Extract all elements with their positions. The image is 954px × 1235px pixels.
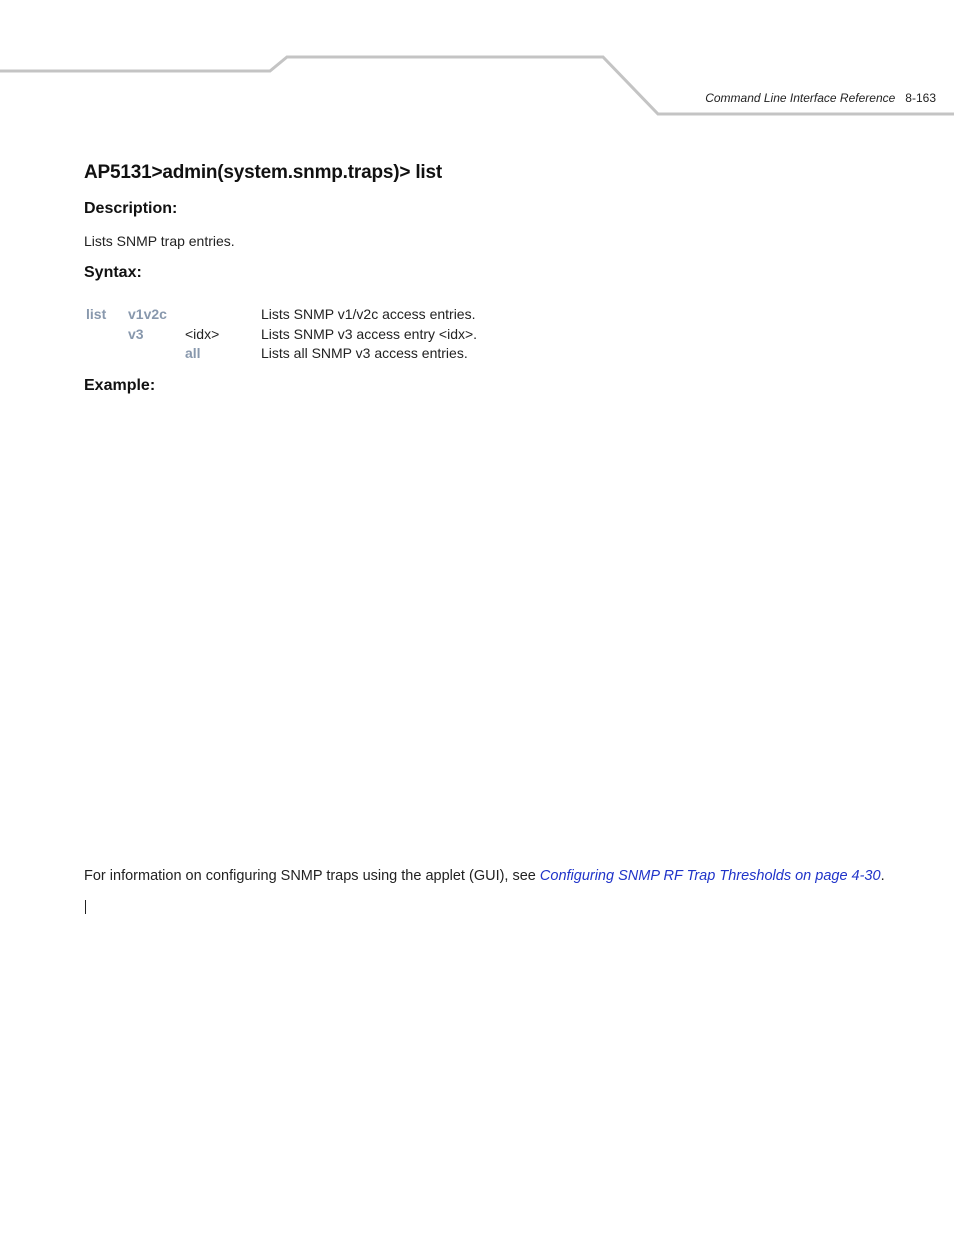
footer-note bbox=[84, 868, 885, 884]
footer-note-prefix: For information on configuring SNMP traps using the applet (GUI), see bbox=[84, 868, 540, 884]
syntax-table bbox=[86, 306, 477, 365]
syntax-command bbox=[86, 345, 128, 365]
running-head-title: Command Line Interface Reference bbox=[705, 91, 896, 105]
syntax-option: v3 bbox=[128, 325, 144, 342]
change-bar bbox=[85, 900, 86, 914]
command-title: AP5131>admin(system.snmp.traps)> list bbox=[84, 162, 442, 183]
syntax-description: Lists SNMP v1/v2c access entries. bbox=[261, 306, 476, 322]
syntax-option: v1v2c bbox=[128, 306, 167, 322]
syntax-command: list bbox=[86, 306, 107, 322]
footer-note-suffix: . bbox=[880, 868, 885, 884]
syntax-row bbox=[86, 326, 477, 346]
description-heading: Description: bbox=[84, 200, 178, 217]
syntax-option bbox=[128, 345, 185, 365]
syntax-description: Lists SNMP v3 access entry <idx>. bbox=[261, 325, 478, 342]
syntax-description: Lists all SNMP v3 access entries. bbox=[261, 345, 468, 361]
example-heading: Example: bbox=[84, 377, 156, 394]
syntax-heading: Syntax: bbox=[84, 264, 142, 281]
running-head bbox=[705, 91, 936, 105]
syntax-row bbox=[86, 306, 477, 326]
syntax-argument bbox=[185, 306, 261, 326]
description-text: Lists SNMP trap entries. bbox=[84, 233, 235, 249]
syntax-argument: all bbox=[185, 345, 201, 361]
syntax-command bbox=[86, 326, 128, 346]
syntax-argument: <idx> bbox=[185, 325, 220, 342]
page-number: 8-163 bbox=[905, 91, 936, 105]
cross-reference-link[interactable]: Configuring SNMP RF Trap Thresholds on page 4-30 bbox=[539, 868, 881, 884]
syntax-row bbox=[86, 345, 477, 365]
